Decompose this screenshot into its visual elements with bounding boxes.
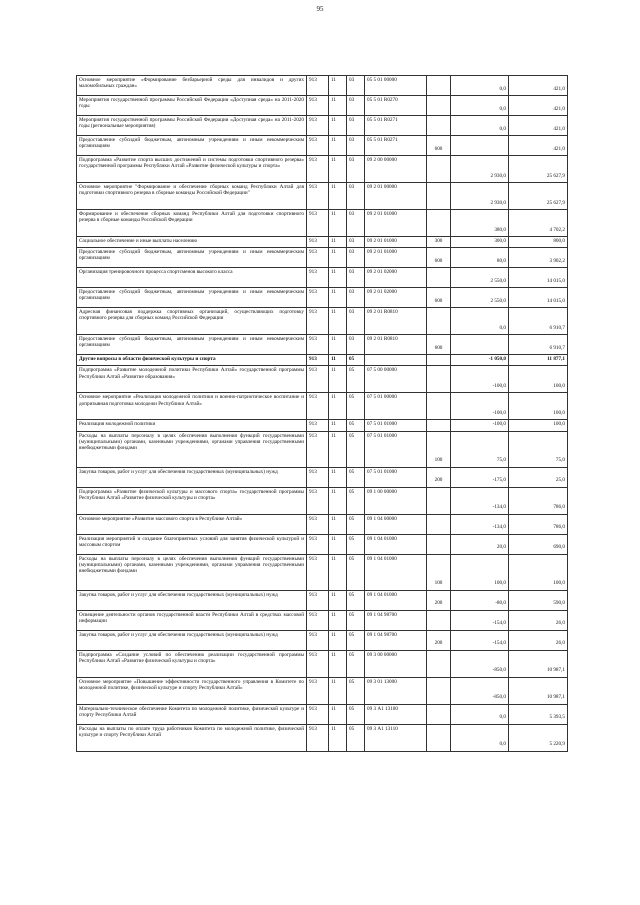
row-change-amount-cell: 0,0 <box>451 704 509 724</box>
row-total-amount-cell: 5 220,9 <box>509 724 568 751</box>
row-csr-cell: 05 5 01 00000 <box>365 76 427 96</box>
row-vr-cell <box>427 610 451 630</box>
row-csr-cell: 09 3 01 13000 <box>365 677 427 704</box>
table-row <box>77 96 568 116</box>
table-row <box>77 630 568 650</box>
row-change-amount-cell: -850,0 <box>451 650 509 677</box>
row-csr-cell: 09 2 01 02000 <box>365 288 427 308</box>
table-row <box>77 156 568 183</box>
table-row <box>77 210 568 237</box>
row-vr-cell <box>427 487 451 514</box>
table-row <box>77 467 568 487</box>
row-pr-cell: 05 <box>347 366 365 393</box>
row-csr-cell: 09 2 01 02000 <box>365 268 427 288</box>
row-csr-cell: 09 3 00 00000 <box>365 650 427 677</box>
row-change-amount-cell: 2 930,0 <box>451 156 509 183</box>
row-pr-cell: 05 <box>347 650 365 677</box>
table-row <box>77 366 568 393</box>
row-name-cell: Подпрограмма «Развитие физической культуры и массового спорта» государственной программы Республики Алтай «Развитие физической культуры и спорта» <box>77 487 307 514</box>
row-rz-cell: 11 <box>329 183 347 210</box>
row-gr-cell: 913 <box>307 248 329 268</box>
table-row <box>77 355 568 366</box>
row-name-cell: Мероприятия государственной программы Российской Федерации «Доступная среда» на 2011-2020 годы (региональные мероприятия) <box>77 116 307 136</box>
row-total-amount-cell: 3 902,2 <box>509 248 568 268</box>
row-pr-cell: 03 <box>347 136 365 156</box>
row-rz-cell: 11 <box>329 487 347 514</box>
row-rz-cell: 11 <box>329 534 347 554</box>
row-vr-cell <box>427 96 451 116</box>
row-change-amount-cell: -154,0 <box>451 610 509 630</box>
row-name-cell: Предоставление субсидий бюджетным, автономным учреждениям и иным некоммерческим организациям <box>77 335 307 355</box>
row-csr-cell: 07 5 01 01000 <box>365 420 427 431</box>
row-csr-cell: 09 1 00 00000 <box>365 487 427 514</box>
row-pr-cell: 03 <box>347 288 365 308</box>
row-vr-cell: 100 <box>427 431 451 467</box>
table-row <box>77 237 568 248</box>
row-change-amount-cell <box>451 335 509 355</box>
row-total-amount-cell: 100,0 <box>509 366 568 393</box>
row-pr-cell: 05 <box>347 590 365 610</box>
row-name-cell: Предоставление субсидий бюджетным, автономным учреждениям и иным некоммерческим организациям <box>77 248 307 268</box>
row-total-amount-cell: 800,0 <box>509 237 568 248</box>
row-name-cell: Освещение деятельности органов государственной власти Республики Алтай в средствах массовой информации <box>77 610 307 630</box>
row-change-amount-cell: -80,0 <box>451 590 509 610</box>
row-csr-cell: 09 3 А1 13100 <box>365 704 427 724</box>
row-rz-cell: 11 <box>329 467 347 487</box>
row-vr-cell: 200 <box>427 590 451 610</box>
table-row <box>77 308 568 335</box>
row-change-amount-cell: 300,0 <box>451 237 509 248</box>
row-change-amount-cell: 0,0 <box>451 308 509 335</box>
row-csr-cell: 09 1 04 01000 <box>365 554 427 590</box>
row-pr-cell: 05 <box>347 355 365 366</box>
row-rz-cell: 11 <box>329 677 347 704</box>
row-rz-cell: 11 <box>329 335 347 355</box>
row-rz-cell: 11 <box>329 420 347 431</box>
table-row <box>77 724 568 751</box>
row-gr-cell: 913 <box>307 335 329 355</box>
row-change-amount-cell: 80,0 <box>451 248 509 268</box>
row-vr-cell <box>427 355 451 366</box>
row-change-amount-cell: 0,0 <box>451 724 509 751</box>
row-total-amount-cell: 690,0 <box>509 534 568 554</box>
row-total-amount-cell: 421,0 <box>509 136 568 156</box>
table-row <box>77 183 568 210</box>
row-vr-cell: 100 <box>427 554 451 590</box>
row-rz-cell: 11 <box>329 210 347 237</box>
row-vr-cell <box>427 308 451 335</box>
row-change-amount-cell: -850,0 <box>451 677 509 704</box>
row-rz-cell: 11 <box>329 650 347 677</box>
row-change-amount-cell: 20,0 <box>451 534 509 554</box>
row-total-amount-cell: 26,0 <box>509 630 568 650</box>
row-gr-cell: 913 <box>307 704 329 724</box>
row-rz-cell: 11 <box>329 514 347 534</box>
row-gr-cell: 913 <box>307 534 329 554</box>
row-gr-cell: 913 <box>307 420 329 431</box>
row-pr-cell: 05 <box>347 393 365 420</box>
row-rz-cell: 11 <box>329 248 347 268</box>
row-gr-cell: 913 <box>307 183 329 210</box>
row-vr-cell: 600 <box>427 288 451 308</box>
row-gr-cell: 913 <box>307 610 329 630</box>
row-change-amount-cell: 0,0 <box>451 116 509 136</box>
row-pr-cell: 05 <box>347 630 365 650</box>
row-gr-cell: 913 <box>307 677 329 704</box>
row-change-amount-cell <box>451 136 509 156</box>
row-vr-cell <box>427 210 451 237</box>
table-row <box>77 268 568 288</box>
row-vr-cell <box>427 514 451 534</box>
row-name-cell: Реализация мероприятий и создание благоприятных условий для занятия физической культурой и массовым спортом <box>77 534 307 554</box>
row-change-amount-cell: 2 930,0 <box>451 183 509 210</box>
table-row <box>77 590 568 610</box>
row-total-amount-cell: 590,0 <box>509 590 568 610</box>
row-pr-cell: 05 <box>347 534 365 554</box>
row-change-amount-cell: -100,0 <box>451 420 509 431</box>
row-name-cell: Расходы на выплаты по оплате труда работников Комитета по молодежной политике, физической культуре и спорту Республики Алтай <box>77 724 307 751</box>
row-pr-cell: 05 <box>347 487 365 514</box>
row-csr-cell: 09 1 04 00000 <box>365 514 427 534</box>
table-row <box>77 514 568 534</box>
row-vr-cell <box>427 183 451 210</box>
row-name-cell: Расходы на выплаты персоналу в целях обеспечения выполнения функций государственными (муниципальными) органами, казенными учреждениями, органами управления государственными внебюджетными фондами <box>77 554 307 590</box>
row-rz-cell: 11 <box>329 355 347 366</box>
table-row <box>77 704 568 724</box>
table-body <box>77 76 568 752</box>
row-total-amount-cell: 6 910,7 <box>509 335 568 355</box>
row-gr-cell: 913 <box>307 487 329 514</box>
row-gr-cell: 913 <box>307 288 329 308</box>
row-gr-cell: 913 <box>307 76 329 96</box>
row-csr-cell: 05 5 01 R0271 <box>365 116 427 136</box>
row-rz-cell: 11 <box>329 431 347 467</box>
row-pr-cell: 05 <box>347 724 365 751</box>
row-csr-cell: 05 5 01 R0270 <box>365 96 427 116</box>
row-csr-cell: 09 1 04 98700 <box>365 610 427 630</box>
row-name-cell: Социальное обеспечение и иные выплаты населению <box>77 237 307 248</box>
row-change-amount-cell: -134,0 <box>451 514 509 534</box>
table-row <box>77 677 568 704</box>
table-row <box>77 393 568 420</box>
row-gr-cell: 913 <box>307 514 329 534</box>
row-vr-cell: 200 <box>427 630 451 650</box>
row-gr-cell: 913 <box>307 116 329 136</box>
row-rz-cell: 11 <box>329 237 347 248</box>
row-pr-cell: 05 <box>347 677 365 704</box>
table-row <box>77 431 568 467</box>
row-gr-cell: 913 <box>307 590 329 610</box>
row-vr-cell <box>427 116 451 136</box>
row-change-amount-cell: 100,0 <box>451 554 509 590</box>
row-vr-cell <box>427 156 451 183</box>
row-pr-cell: 03 <box>347 156 365 183</box>
row-rz-cell: 11 <box>329 366 347 393</box>
row-pr-cell: 05 <box>347 554 365 590</box>
row-rz-cell: 11 <box>329 116 347 136</box>
row-name-cell: Мероприятия государственной программы Российской Федерации «Доступная среда» на 2011-2020 годы <box>77 96 307 116</box>
row-vr-cell <box>427 704 451 724</box>
row-csr-cell: 07 5 01 00000 <box>365 393 427 420</box>
row-pr-cell: 03 <box>347 183 365 210</box>
row-pr-cell: 03 <box>347 76 365 96</box>
row-rz-cell: 11 <box>329 630 347 650</box>
row-name-cell: Предоставление субсидий бюджетным, автономным учреждениям и иным некоммерческим организациям <box>77 136 307 156</box>
row-total-amount-cell: 421,0 <box>509 116 568 136</box>
row-total-amount-cell: 10 987,1 <box>509 650 568 677</box>
row-csr-cell: 07 5 01 01000 <box>365 467 427 487</box>
row-csr-cell <box>365 355 427 366</box>
row-name-cell: Основное мероприятие «Развитие массового спорта в Республике Алтай» <box>77 514 307 534</box>
row-csr-cell: 09 2 01 01000 <box>365 248 427 268</box>
row-pr-cell: 03 <box>347 308 365 335</box>
row-vr-cell <box>427 724 451 751</box>
row-pr-cell: 05 <box>347 431 365 467</box>
row-vr-cell: 600 <box>427 335 451 355</box>
row-pr-cell: 03 <box>347 116 365 136</box>
row-total-amount-cell: 4 702,2 <box>509 210 568 237</box>
row-csr-cell: 09 2 01 00000 <box>365 183 427 210</box>
table-row <box>77 650 568 677</box>
table-row <box>77 420 568 431</box>
row-csr-cell: 09 2 01 01000 <box>365 237 427 248</box>
row-gr-cell: 913 <box>307 156 329 183</box>
row-gr-cell: 913 <box>307 467 329 487</box>
row-name-cell: Адресная финансовая поддержка спортивных организаций, осуществляющих подготовку спортивного резерва для сборных команд Российской Федерации <box>77 308 307 335</box>
row-change-amount-cell: 2 550,0 <box>451 288 509 308</box>
table-row <box>77 610 568 630</box>
row-rz-cell: 11 <box>329 724 347 751</box>
row-name-cell: Формирование и обеспечение сборных команд Республики Алтай для подготовки спортивного резерва в сборные команды Российской Федерации <box>77 210 307 237</box>
row-csr-cell: 09 3 А1 13110 <box>365 724 427 751</box>
row-gr-cell: 913 <box>307 268 329 288</box>
row-total-amount-cell: 100,0 <box>509 420 568 431</box>
row-total-amount-cell: 5 393,5 <box>509 704 568 724</box>
row-name-cell: Материально-техническое обеспечение Комитета по молодежной политике, физической культуре и спорту Республики Алтай <box>77 704 307 724</box>
table-row <box>77 76 568 96</box>
row-rz-cell: 11 <box>329 96 347 116</box>
table-row <box>77 335 568 355</box>
row-csr-cell: 05 5 01 R0271 <box>365 136 427 156</box>
row-total-amount-cell: 6 910,7 <box>509 308 568 335</box>
row-csr-cell: 09 1 04 98700 <box>365 630 427 650</box>
row-vr-cell: 600 <box>427 248 451 268</box>
row-rz-cell: 11 <box>329 136 347 156</box>
row-total-amount-cell: 786,0 <box>509 514 568 534</box>
row-rz-cell: 11 <box>329 554 347 590</box>
page-number: 95 <box>316 5 324 13</box>
row-total-amount-cell: 10 987,1 <box>509 677 568 704</box>
row-csr-cell: 09 2 01 R0810 <box>365 335 427 355</box>
row-vr-cell <box>427 366 451 393</box>
row-rz-cell: 11 <box>329 268 347 288</box>
row-csr-cell: 09 2 00 00000 <box>365 156 427 183</box>
row-change-amount-cell: -100,0 <box>451 393 509 420</box>
row-rz-cell: 11 <box>329 610 347 630</box>
row-csr-cell: 07 5 01 01000 <box>365 431 427 467</box>
row-vr-cell <box>427 420 451 431</box>
row-gr-cell: 913 <box>307 650 329 677</box>
row-total-amount-cell: 25 627,9 <box>509 183 568 210</box>
row-change-amount-cell: -1 050,0 <box>451 355 509 366</box>
row-total-amount-cell: 14 015,0 <box>509 268 568 288</box>
row-name-cell: Основное мероприятие "Формирование и обеспечение сборных команд Республики Алтай для подготовки спортивного резерва в сборные команды Российской Федерации" <box>77 183 307 210</box>
row-total-amount-cell: 25,0 <box>509 467 568 487</box>
table-row <box>77 554 568 590</box>
row-pr-cell: 03 <box>347 335 365 355</box>
row-pr-cell: 05 <box>347 420 365 431</box>
row-name-cell: Основное мероприятие «Повышение эффективности государственного управления в Комитете по молодежной политике, физической культуре и спорту Республики Алтай» <box>77 677 307 704</box>
row-pr-cell: 05 <box>347 467 365 487</box>
row-rz-cell: 11 <box>329 308 347 335</box>
row-total-amount-cell: 25 627,9 <box>509 156 568 183</box>
row-total-amount-cell: 421,0 <box>509 76 568 96</box>
row-gr-cell: 913 <box>307 96 329 116</box>
row-gr-cell: 913 <box>307 210 329 237</box>
row-csr-cell: 09 2 01 R0810 <box>365 308 427 335</box>
row-pr-cell: 03 <box>347 210 365 237</box>
row-vr-cell <box>427 76 451 96</box>
row-pr-cell: 03 <box>347 96 365 116</box>
row-name-cell: Предоставление субсидий бюджетным, автономным учреждениям и иным некоммерческим организациям <box>77 288 307 308</box>
row-total-amount-cell: 11 877,1 <box>509 355 568 366</box>
row-csr-cell: 09 1 04 01000 <box>365 590 427 610</box>
row-rz-cell: 11 <box>329 156 347 183</box>
table-row <box>77 288 568 308</box>
row-change-amount-cell: 380,0 <box>451 210 509 237</box>
row-rz-cell: 11 <box>329 704 347 724</box>
row-change-amount-cell: 2 550,0 <box>451 268 509 288</box>
row-change-amount-cell: 0,0 <box>451 76 509 96</box>
table-row <box>77 116 568 136</box>
row-name-cell: Закупка товаров, работ и услуг для обеспечения государственных (муниципальных) нужд <box>77 467 307 487</box>
row-vr-cell <box>427 650 451 677</box>
row-pr-cell: 03 <box>347 268 365 288</box>
table-row <box>77 487 568 514</box>
row-pr-cell: 05 <box>347 610 365 630</box>
row-total-amount-cell: 75,0 <box>509 431 568 467</box>
row-total-amount-cell: 786,0 <box>509 487 568 514</box>
row-name-cell: Основное мероприятие «Реализация молодежной политики и военно-патриотическое воспитание и допризывная подготовка молодежи Республики Алтай» <box>77 393 307 420</box>
row-name-cell: Подпрограмма «Развитие молодежной политики Республики Алтай» государственной программы Республики Алтай «Развитие образования» <box>77 366 307 393</box>
row-vr-cell <box>427 268 451 288</box>
row-change-amount-cell: 75,0 <box>451 431 509 467</box>
row-gr-cell: 913 <box>307 366 329 393</box>
row-vr-cell: 300 <box>427 237 451 248</box>
table-row <box>77 534 568 554</box>
row-total-amount-cell: 14 015,0 <box>509 288 568 308</box>
row-name-cell: Подпрограмма «Создание условий по обеспечению реализации государственной программы Республики Алтай «Развитие физической культуры и спорта» <box>77 650 307 677</box>
row-gr-cell: 913 <box>307 431 329 467</box>
row-gr-cell: 913 <box>307 724 329 751</box>
row-gr-cell: 913 <box>307 136 329 156</box>
row-gr-cell: 913 <box>307 308 329 335</box>
row-gr-cell: 913 <box>307 237 329 248</box>
row-csr-cell: 09 2 01 01000 <box>365 210 427 237</box>
row-total-amount-cell: 26,0 <box>509 610 568 630</box>
row-vr-cell <box>427 393 451 420</box>
row-pr-cell: 05 <box>347 514 365 534</box>
row-total-amount-cell: 100,0 <box>509 554 568 590</box>
row-name-cell: Закупка товаров, работ и услуг для обеспечения государственных (муниципальных) нужд <box>77 630 307 650</box>
row-gr-cell: 913 <box>307 554 329 590</box>
table-row <box>77 248 568 268</box>
row-change-amount-cell: -100,0 <box>451 366 509 393</box>
row-vr-cell <box>427 677 451 704</box>
row-total-amount-cell: 100,0 <box>509 393 568 420</box>
row-gr-cell: 913 <box>307 393 329 420</box>
budget-table <box>76 75 568 752</box>
row-pr-cell: 03 <box>347 237 365 248</box>
row-vr-cell: 200 <box>427 467 451 487</box>
row-rz-cell: 11 <box>329 393 347 420</box>
row-name-cell: Подпрограмма «Развитие спорта высших достижений и системы подготовки спортивного резерва» государственной программы Республики Алтай «Развитие физической культуры и спорта» <box>77 156 307 183</box>
row-name-cell: Другие вопросы в области физической культуры и спорта <box>77 355 307 366</box>
row-name-cell: Расходы на выплаты персоналу в целях обеспечения выполнения функций государственными (муниципальными) органами, казенными учреждениями, органами управления государственными внебюджетными фондами <box>77 431 307 467</box>
row-vr-cell <box>427 534 451 554</box>
row-change-amount-cell: -175,0 <box>451 467 509 487</box>
row-name-cell: Реализация молодежной политики <box>77 420 307 431</box>
row-gr-cell: 913 <box>307 355 329 366</box>
row-csr-cell: 07 5 00 00000 <box>365 366 427 393</box>
row-csr-cell: 09 1 04 01000 <box>365 534 427 554</box>
row-rz-cell: 11 <box>329 76 347 96</box>
row-name-cell: Закупка товаров, работ и услуг для обеспечения государственных (муниципальных) нужд <box>77 590 307 610</box>
row-pr-cell: 05 <box>347 704 365 724</box>
row-vr-cell: 600 <box>427 136 451 156</box>
row-name-cell: Основное мероприятие «Формирование безбарьерной среды для инвалидов и других маломобильных граждан» <box>77 76 307 96</box>
row-total-amount-cell: 421,0 <box>509 96 568 116</box>
row-name-cell: Организация тренировочного процесса спортсменов высокого класса <box>77 268 307 288</box>
row-rz-cell: 11 <box>329 590 347 610</box>
row-pr-cell: 03 <box>347 248 365 268</box>
row-rz-cell: 11 <box>329 288 347 308</box>
row-change-amount-cell: 0,0 <box>451 96 509 116</box>
table-row <box>77 136 568 156</box>
row-change-amount-cell: -134,0 <box>451 487 509 514</box>
row-change-amount-cell: -154,0 <box>451 630 509 650</box>
row-gr-cell: 913 <box>307 630 329 650</box>
